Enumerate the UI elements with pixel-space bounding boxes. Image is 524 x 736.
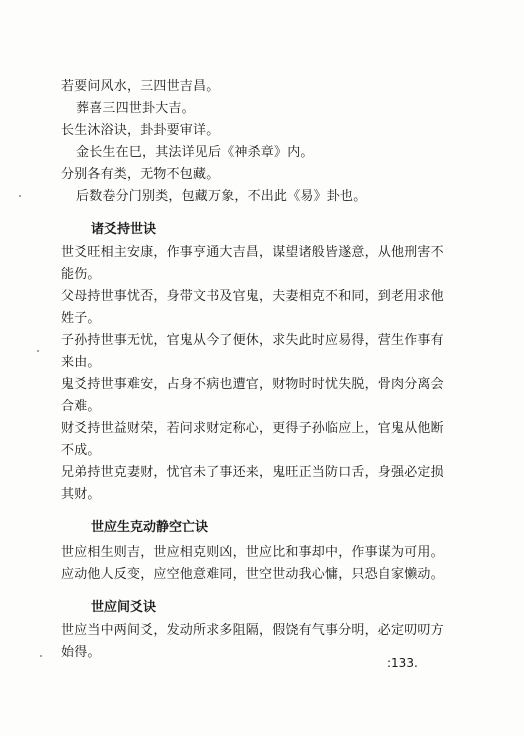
body-line: 不成。 [61,443,101,458]
body-line: 始得。 [61,645,101,660]
body-line: 世应相生则吉，世应相克则凶，世应比和事却中，作事谋为可用。 [61,545,444,560]
scan-speck [40,655,42,657]
body-line: 父母持世事忧否，身带文书及官鬼，夫妻相克不和同，到老用求他 [61,289,444,304]
body-line: 子孙持世事无忧，官鬼从今了便休，求失此时应易得，营生作事有 [61,333,444,348]
body-line: 应动他人反变，应空他意难同，世空世动我心慵，只恐自家懒动。 [61,567,444,582]
body-line: 世爻旺相主安康，作事亨通大吉昌，谋望诸般皆遂意，从他刑害不 [61,245,444,260]
body-line: 世应当中两间爻，发动所求多阻隔，假饶有气事分明，必定叨叨方 [61,623,444,638]
section-heading-jian-yao: 世应间爻诀 [91,600,157,615]
intro-line-2: 葬喜三四世卦大吉。 [76,101,195,116]
scan-speck [37,350,39,352]
body-line: 来由。 [61,355,101,370]
section-heading-shi-ying: 世应生克动静空亡诀 [91,520,209,535]
intro-line-5: 分别各有类，无物不包藏。 [61,167,220,182]
intro-line-1: 若要问风水，三四世吉昌。 [61,79,220,94]
body-line: 能伤。 [61,267,101,282]
body-line: 财爻持世益财荣，若问求财定称心，更得子孙临应上，官鬼从他断 [61,421,444,436]
body-line: 鬼爻持世事难安，占身不病也遭官，财物时时忧失脱，骨肉分离会 [61,377,444,392]
intro-line-4: 金长生在巳，其法详见后《神杀章》内。 [76,145,314,160]
page-number: :133. [387,656,418,670]
scan-speck [19,195,21,197]
intro-line-6: 后数卷分门别类，包藏万象，不出此《易》卦也。 [76,189,367,204]
body-line: 姓子。 [61,311,101,326]
body-line: 其财。 [61,487,101,502]
body-line: 兄弟持世克妻财，忧官未了事还来，鬼旺正当防口舌，身强必定损 [61,465,444,480]
intro-line-3: 长生沐浴诀，卦卦要审详。 [61,123,220,138]
section-heading-chi-shi: 诸爻持世诀 [91,222,157,237]
body-line: 合难。 [61,399,101,414]
